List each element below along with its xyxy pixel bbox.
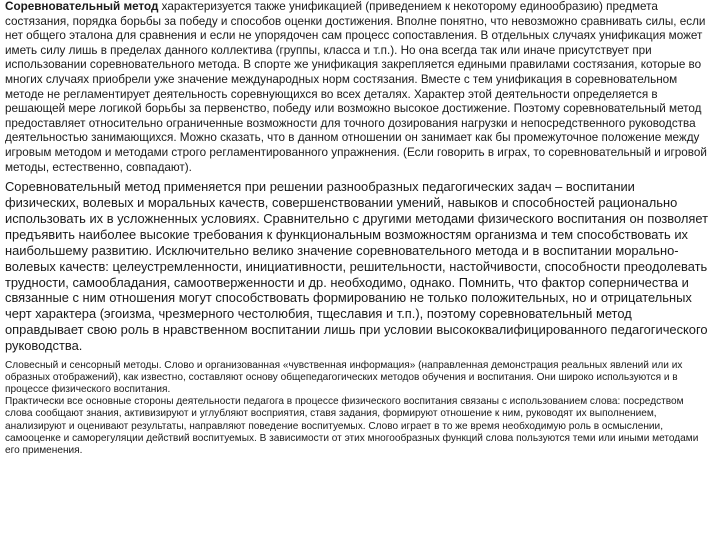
paragraph-verbal-sensory-methods: Словесный и сенсорный методы. Слово и организованная «чувственная информация» (направленная демонстрация реальных явлений или их образных отображений), как известно, составляют основу общепедагогических методов обучения и воспитания. Они широко используются и в процессе физического воспитания. <box>5 360 683 396</box>
paragraph-lead-term: Соревновательный метод <box>5 0 159 13</box>
paragraph-body-text: характеризуется также унификацией (приведением к некоторому единообразию) предмета состязания, порядка борьбы за победу и способов оценки достижения. Вполне понятно, что невозможно сравнивать силы, если нет общего эталона для сравнения и если не упорядочен сам процесс сопоставления. В отдельных случаях унификация может иметь силу лишь в пределах данного коллектива (группы, класса и т.п.). Но она всегда так или иначе присутствует при использовании соревновательного метода. В спорте же унификация закрепляется едиными правилами состязания, которые во многих случаях приобрели уже значение международных норм состязания. Вместе с тем унификация в соревновательном методе не регламентирует деятельность соревнующихся во всех деталях. Характер этой деятельности определяется в решающей мере логикой борьбы за первенство, победу или возможно высокое достижение. Поэтому соревновательный метод предоставляет относительно ограниченные возможности для точного дозирования нагрузки и непосредственного руководства деятельностью занимающихся. Можно сказать, что в данном отношении он занимает как бы промежуточное положение между игровым методом и методами строго регламентированного упражнения. (Если говорить в играх, то соревновательный и игровой методы, естественно, совпадают). <box>5 0 707 174</box>
paragraph-competitive-unification <box>5 0 709 175</box>
paragraph-competitive-application: Соревновательный метод применяется при решении разнообразных педагогических задач – воспитании физических, волевых и моральных качеств, совершенствовании умений, навыков и способностей рационально использовать их в усложненных условиях. Сравнительно с другими методами физического воспитания он позволяет предъявить наиболее высокие требования к функциональным возможностям организма и тем способствовать их наибольшему развитию. Исключительно велико значение соревновательного метода и в воспитании морально-волевых качеств: целеустремленности, инициативности, решительности, настойчивости, способности преодолевать трудности, самообладания, самоотверженности и др. необходимо, однако. Помнить, что фактор соперничества и связанные с ним отношения могут способствовать формированию не только положительных, но и отрицательных черт характера (эгоизма, чрезмерного честолюбия, тщеславия и т.п.), поэтому соревновательный метод оправдывает свою роль в нравственном воспитании лишь при условии высококвалифицированного педагогического руководства. <box>5 179 708 354</box>
paragraph-word-usage: Практически все основные стороны деятельности педагога в процессе физического воспитания связаны с использованием слова: посредством слова сообщают знания, активизируют и углубляют восприятия, ставя задания, формируют отношение к ним, руководят их выполнением, анализируют и оценивают результаты, направляют поведение воспитуемых. Слово играет в то же время необходимую роль в осмыслении, самооценке и саморегуляции действий воспитуемых. В зависимости от этих многообразных функций слова пользуются теми или иными методами его применения. <box>5 396 699 456</box>
